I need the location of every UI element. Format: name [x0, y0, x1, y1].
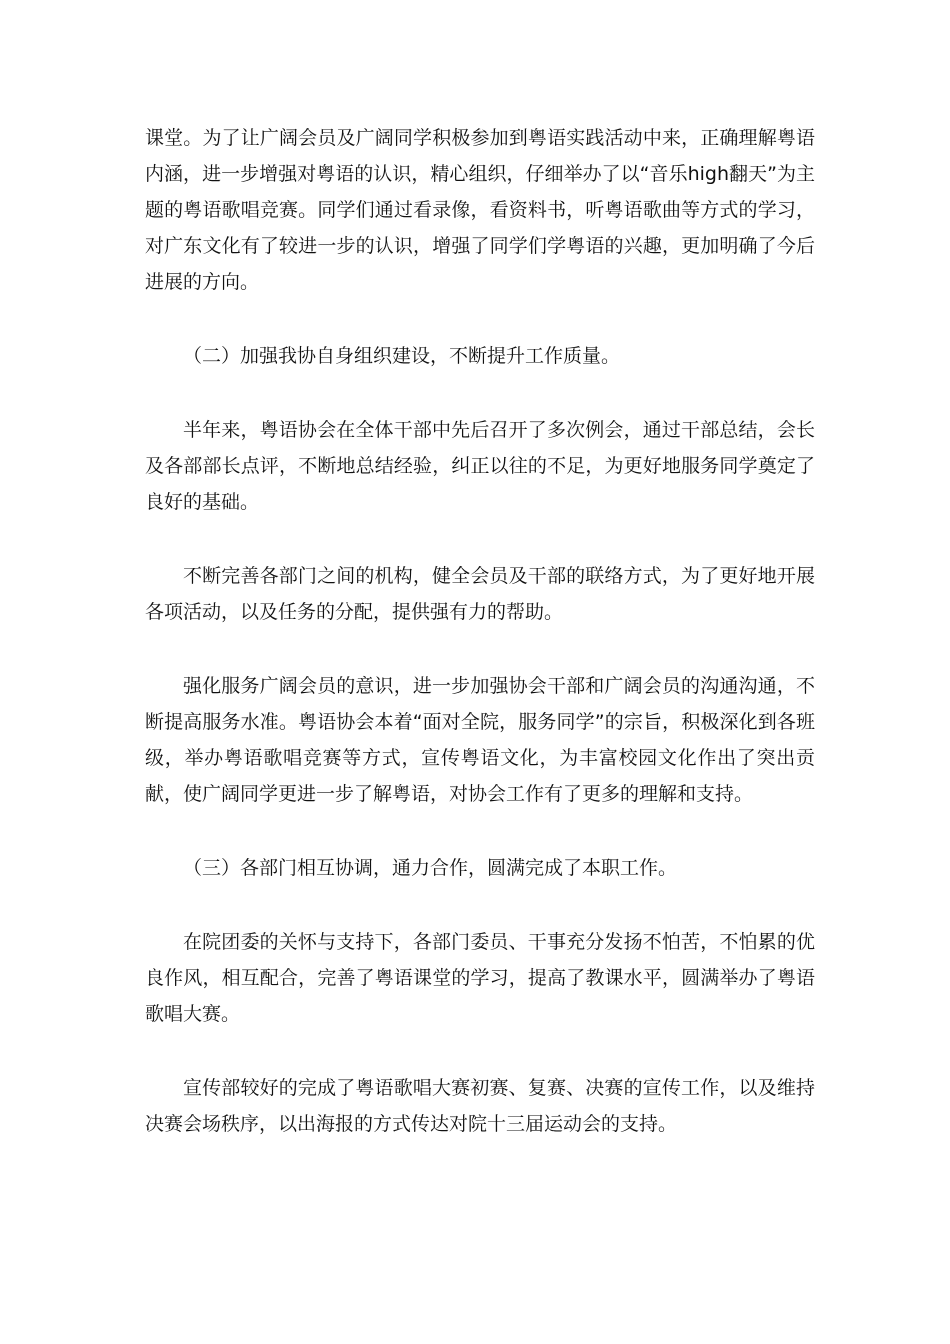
paragraph: 不断完善各部门之间的机构，健全会员及干部的联络方式，为了更好地开展各项活动，以及任务的分配，提供强有力的帮助。: [145, 565, 815, 623]
section-heading-2: （二）加强我协自身组织建设，不断提升工作质量。: [183, 345, 621, 367]
section-heading-3: （三）各部门相互协调，通力合作，圆满完成了本职工作。: [183, 857, 678, 879]
paragraph-continuation: 课堂。为了让广阔会员及广阔同学积极参加到粤语实践活动中来，正确理解粤语内涵，进一步增强对粤语的认识，精心组织，仔细举办了以“音乐high翻天”为主题的粤语歌唱竞赛。同学们通过看录像，看资料书，听粤语歌曲等方式的学习，对广东文化有了较进一步的认识，增强了同学们学粤语的兴趣，更加明确了今后进展的方向。: [145, 127, 815, 293]
paragraph: 强化服务广阔会员的意识，进一步加强协会干部和广阔会员的沟通沟通，不断提高服务水准。粤语协会本着“面对全院，服务同学”的宗旨，积极深化到各班级，举办粤语歌唱竞赛等方式，宣传粤语文化，为丰富校园文化作出了突出贡献，使广阔同学更进一步了解粤语，对协会工作有了更多的理解和支持。: [145, 675, 815, 805]
document-body: [145, 120, 815, 1180]
paragraph: 半年来，粤语协会在全体干部中先后召开了多次例会，通过干部总结，会长及各部部长点评，不断地总结经验，纠正以往的不足，为更好地服务同学奠定了良好的基础。: [145, 419, 815, 513]
paragraph: 在院团委的关怀与支持下，各部门委员、干事充分发扬不怕苦，不怕累的优良作风，相互配合，完善了粤语课堂的学习，提高了教课水平，圆满举办了粤语歌唱大赛。: [145, 931, 815, 1025]
paragraph: 宣传部较好的完成了粤语歌唱大赛初赛、复赛、决赛的宣传工作，以及维持决赛会场秩序，以出海报的方式传达对院十三届运动会的支持。: [145, 1077, 815, 1135]
